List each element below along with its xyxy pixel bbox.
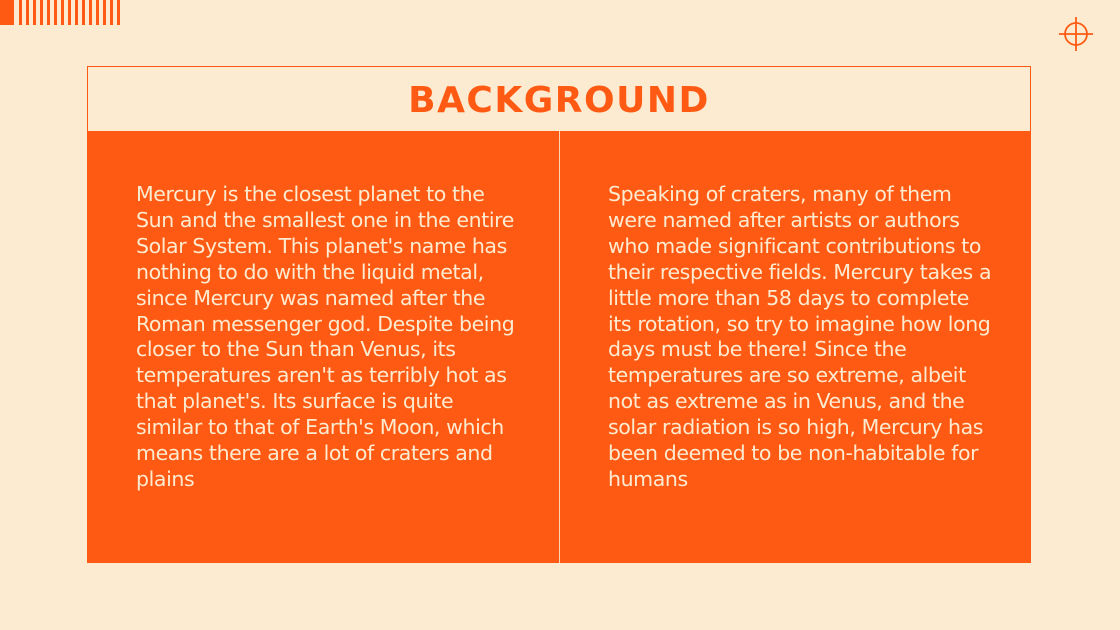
content-panel [87,131,1031,563]
left-paragraph: Mercury is the closest planet to the Sun and the smallest one in the entire Solar System. This planet's name has nothing to do with the liquid metal, since Mercury was named after the Roman messenger god. Despite being closer to the Sun than Venus, its temperatures aren't as terribly hot as that planet's. Its surface is quite similar to that of Earth's Moon, which means there are a lot of craters and plains [136,182,515,491]
right-paragraph: Speaking of craters, many of them were named after artists or authors who made significant contributions to their respective fields. Mercury takes a little more than 58 days to complete its rotation, so try to imagine how long days must be there! Since the temperatures are so extreme, albeit not as extreme as in Venus, and the solar radiation is so high, Mercury has been deemed to be non-habitable for humans [608,182,992,491]
slide-title: BACKGROUND [408,79,710,121]
title-bar [88,67,1030,131]
stripes-decoration [0,0,120,25]
column-divider [559,131,560,563]
content-frame [87,66,1031,563]
crosshair-icon [1059,17,1093,51]
